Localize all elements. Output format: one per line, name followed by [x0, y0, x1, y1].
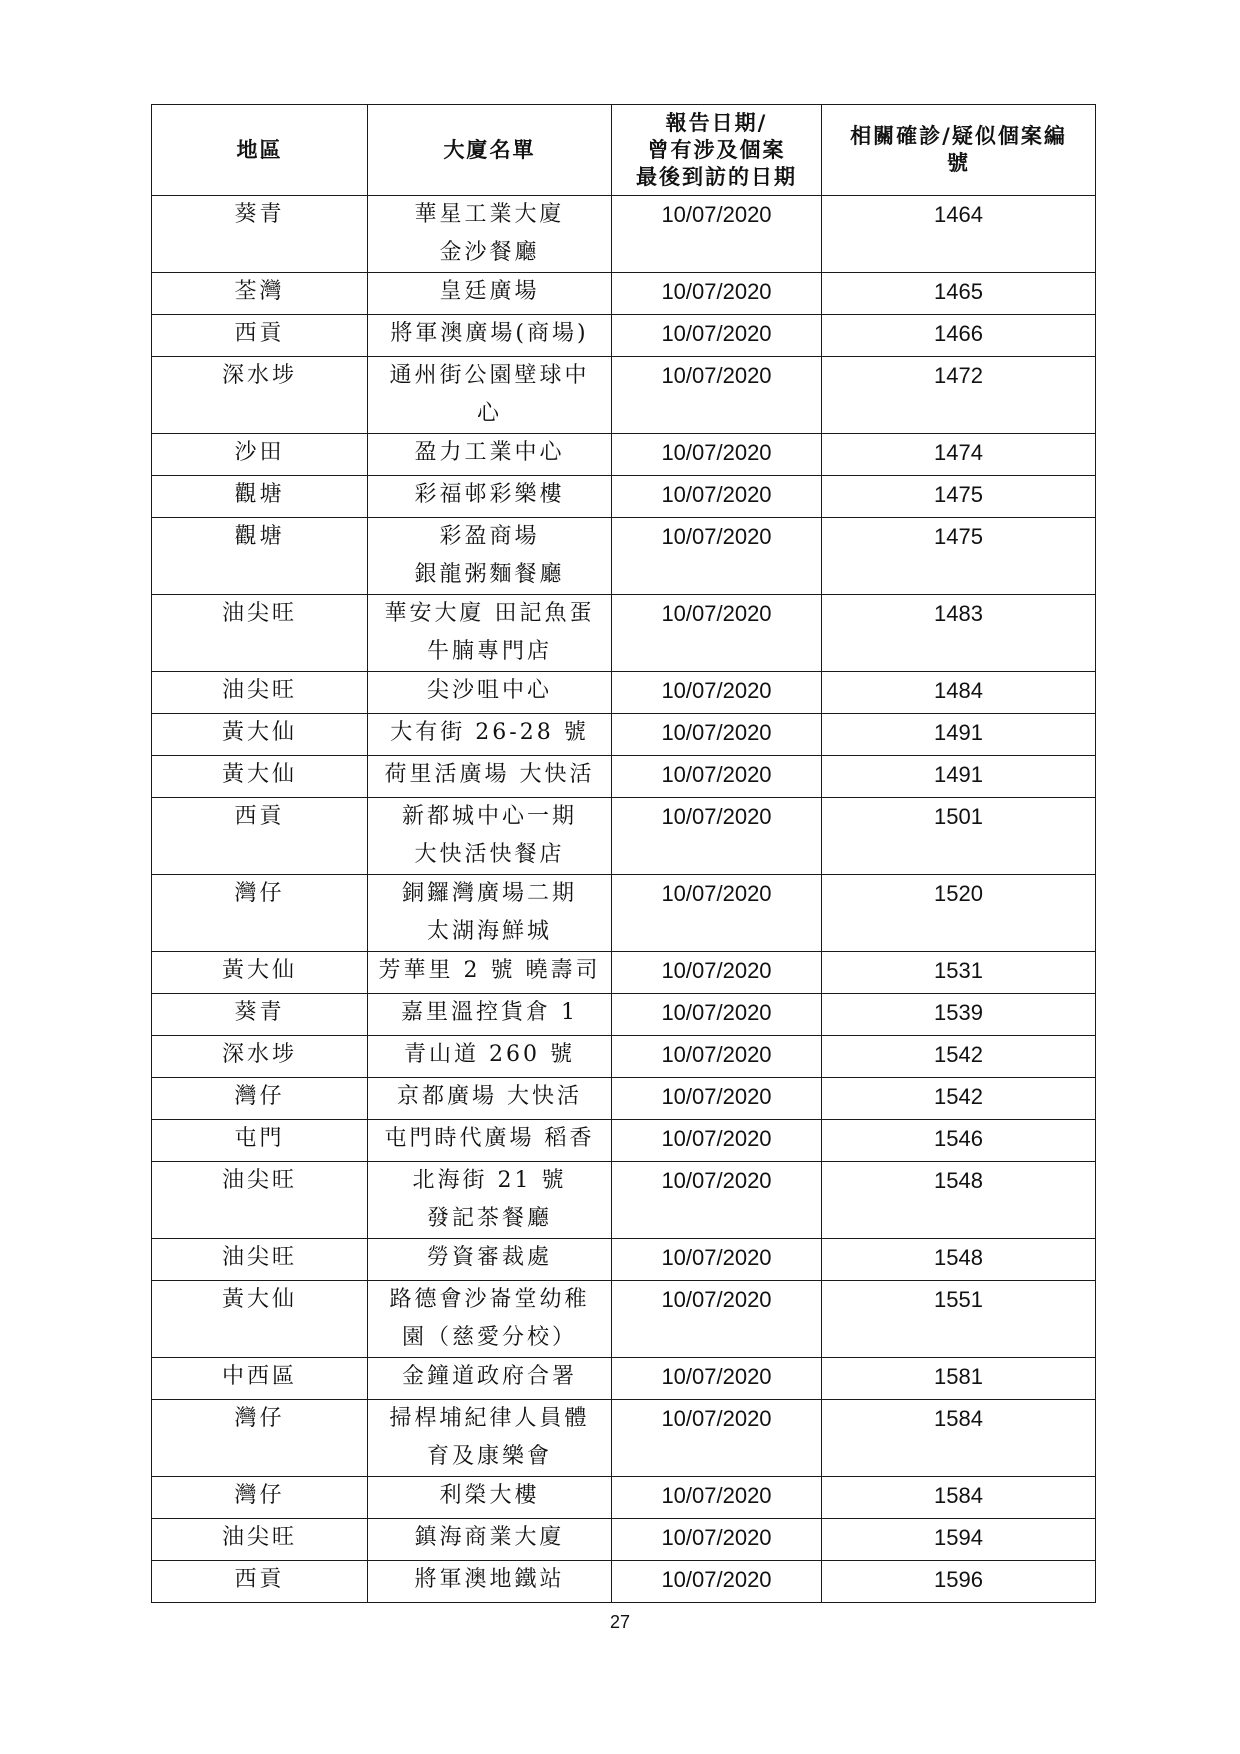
case-number-cell: 1491: [822, 714, 1096, 756]
building-name-line: 皇廷廣場: [439, 279, 540, 304]
district-cell: 黃大仙: [152, 1281, 368, 1358]
date-cell: 10/07/2020: [612, 1162, 822, 1239]
table-row: [152, 994, 1096, 1036]
date-cell: 10/07/2020: [612, 1358, 822, 1400]
building-cell: [368, 1239, 612, 1281]
building-cell: [368, 1358, 612, 1400]
building-name-line: 牛腩專門店: [426, 639, 552, 664]
building-name-line: 金鐘道政府合署: [401, 1364, 577, 1389]
case-number-cell: 1548: [822, 1239, 1096, 1281]
date-cell: 10/07/2020: [612, 994, 822, 1036]
case-number-cell: 1465: [822, 273, 1096, 315]
district-cell: 油尖旺: [152, 672, 368, 714]
table-row: [152, 273, 1096, 315]
case-number-cell: 1484: [822, 672, 1096, 714]
table-row: [152, 798, 1096, 875]
building-cell: [368, 875, 612, 952]
building-name-line: 鎮海商業大廈: [414, 1525, 565, 1550]
building-cell: [368, 1120, 612, 1162]
district-cell: 荃灣: [152, 273, 368, 315]
header-district: 地區: [152, 105, 368, 196]
case-number-cell: 1491: [822, 756, 1096, 798]
district-cell: 觀塘: [152, 476, 368, 518]
district-cell: 屯門: [152, 1120, 368, 1162]
building-name-line: 路德會沙崙堂幼稚: [389, 1287, 590, 1312]
header-case: [822, 105, 1096, 196]
table-row: [152, 714, 1096, 756]
table-row: [152, 1477, 1096, 1519]
district-cell: 黃大仙: [152, 952, 368, 994]
district-cell: 西貢: [152, 1561, 368, 1603]
district-cell: 西貢: [152, 315, 368, 357]
building-cell: [368, 756, 612, 798]
building-name-line: 園（慈愛分校）: [401, 1325, 577, 1350]
case-number-cell: 1584: [822, 1477, 1096, 1519]
building-cell: [368, 273, 612, 315]
building-cell: [368, 1519, 612, 1561]
header-case-line: 相關確診/疑似個案編: [850, 124, 1067, 148]
building-cell: [368, 315, 612, 357]
table-row: [152, 518, 1096, 595]
building-name-line: 嘉里溫控貨倉 1: [401, 1000, 578, 1025]
district-cell: 黃大仙: [152, 756, 368, 798]
building-name-line: 銅鑼灣廣場二期: [401, 881, 577, 906]
building-cell: [368, 1400, 612, 1477]
table-row: [152, 672, 1096, 714]
header-date: [612, 105, 822, 196]
building-name-line: 勞資審裁處: [426, 1245, 552, 1270]
building-cell: [368, 1078, 612, 1120]
case-number-cell: 1551: [822, 1281, 1096, 1358]
header-date-line: 曾有涉及個案: [647, 137, 786, 162]
date-cell: 10/07/2020: [612, 756, 822, 798]
building-cell: [368, 1561, 612, 1603]
date-cell: 10/07/2020: [612, 357, 822, 434]
case-number-cell: 1466: [822, 315, 1096, 357]
building-cell: [368, 714, 612, 756]
date-cell: 10/07/2020: [612, 1561, 822, 1603]
building-name-line: 荷里活廣場 大快活: [384, 762, 595, 787]
district-cell: 西貢: [152, 798, 368, 875]
date-cell: 10/07/2020: [612, 1036, 822, 1078]
header-building: 大廈名單: [368, 105, 612, 196]
date-cell: 10/07/2020: [612, 1120, 822, 1162]
case-number-cell: 1501: [822, 798, 1096, 875]
case-number-cell: 1584: [822, 1400, 1096, 1477]
table-row: [152, 1519, 1096, 1561]
building-name-line: 通州街公園壁球中: [389, 363, 590, 388]
date-cell: 10/07/2020: [612, 1078, 822, 1120]
building-list-table: [151, 104, 1096, 1603]
district-cell: 沙田: [152, 434, 368, 476]
date-cell: 10/07/2020: [612, 476, 822, 518]
header-date-line: 最後到訪的日期: [636, 164, 797, 189]
date-cell: 10/07/2020: [612, 1281, 822, 1358]
table-row: [152, 357, 1096, 434]
building-cell: [368, 1477, 612, 1519]
building-cell: [368, 1036, 612, 1078]
case-number-cell: 1546: [822, 1120, 1096, 1162]
date-cell: 10/07/2020: [612, 273, 822, 315]
building-cell: [368, 798, 612, 875]
date-cell: 10/07/2020: [612, 875, 822, 952]
building-name-line: 彩福邨彩樂樓: [414, 482, 565, 507]
building-name-line: 華安大廈 田記魚蛋: [384, 601, 595, 626]
building-name-line: 發記茶餐廳: [426, 1206, 552, 1231]
district-cell: 黃大仙: [152, 714, 368, 756]
district-cell: 油尖旺: [152, 1239, 368, 1281]
building-name-line: 心: [476, 401, 502, 426]
building-cell: [368, 672, 612, 714]
date-cell: 10/07/2020: [612, 1519, 822, 1561]
district-cell: 灣仔: [152, 1078, 368, 1120]
table-row: [152, 952, 1096, 994]
case-number-cell: 1539: [822, 994, 1096, 1036]
district-cell: 灣仔: [152, 1477, 368, 1519]
building-name-line: 大有街 26-28 號: [390, 720, 589, 745]
building-cell: [368, 952, 612, 994]
building-name-line: 京都廣場 大快活: [397, 1084, 582, 1109]
building-name-line: 將軍澳地鐵站: [414, 1567, 565, 1592]
building-name-line: 育及康樂會: [426, 1444, 552, 1469]
case-number-cell: 1464: [822, 196, 1096, 273]
case-number-cell: 1596: [822, 1561, 1096, 1603]
case-number-cell: 1475: [822, 518, 1096, 595]
table-body: [152, 196, 1096, 1603]
case-number-cell: 1475: [822, 476, 1096, 518]
date-cell: 10/07/2020: [612, 595, 822, 672]
date-cell: 10/07/2020: [612, 518, 822, 595]
table-row: [152, 434, 1096, 476]
date-cell: 10/07/2020: [612, 714, 822, 756]
case-number-cell: 1474: [822, 434, 1096, 476]
building-cell: [368, 357, 612, 434]
district-cell: 觀塘: [152, 518, 368, 595]
case-number-cell: 1581: [822, 1358, 1096, 1400]
building-name-line: 青山道 260 號: [404, 1042, 575, 1067]
building-name-line: 利榮大樓: [439, 1483, 540, 1508]
header-case-line: 號: [947, 151, 970, 175]
district-cell: 灣仔: [152, 1400, 368, 1477]
building-cell: [368, 994, 612, 1036]
district-cell: 中西區: [152, 1358, 368, 1400]
building-name-line: 屯門時代廣場 稻香: [384, 1126, 595, 1151]
building-cell: [368, 1281, 612, 1358]
district-cell: 油尖旺: [152, 595, 368, 672]
page-number: 27: [609, 1612, 631, 1632]
district-cell: 深水埗: [152, 357, 368, 434]
case-number-cell: 1531: [822, 952, 1096, 994]
date-cell: 10/07/2020: [612, 952, 822, 994]
date-cell: 10/07/2020: [612, 1400, 822, 1477]
building-cell: [368, 476, 612, 518]
date-cell: 10/07/2020: [612, 315, 822, 357]
date-cell: 10/07/2020: [612, 434, 822, 476]
building-name-line: 芳華里 2 號 曉壽司: [378, 958, 601, 983]
building-cell: [368, 595, 612, 672]
table-row: [152, 1358, 1096, 1400]
district-cell: 葵青: [152, 994, 368, 1036]
date-cell: 10/07/2020: [612, 196, 822, 273]
building-cell: [368, 434, 612, 476]
district-cell: 油尖旺: [152, 1519, 368, 1561]
table-row: [152, 1162, 1096, 1239]
building-name-line: 金沙餐廳: [439, 240, 540, 265]
case-number-cell: 1472: [822, 357, 1096, 434]
building-cell: [368, 196, 612, 273]
table-row: [152, 1078, 1096, 1120]
building-name-line: 銀龍粥麵餐廳: [414, 562, 565, 587]
table-row: [152, 1561, 1096, 1603]
table-row: [152, 1120, 1096, 1162]
case-number-cell: 1542: [822, 1036, 1096, 1078]
building-name-line: 新都城中心一期: [401, 804, 577, 829]
case-number-cell: 1594: [822, 1519, 1096, 1561]
case-number-cell: 1483: [822, 595, 1096, 672]
table-row: [152, 476, 1096, 518]
table-row: [152, 595, 1096, 672]
date-cell: 10/07/2020: [612, 798, 822, 875]
district-cell: 灣仔: [152, 875, 368, 952]
case-number-cell: 1520: [822, 875, 1096, 952]
building-name-line: 掃桿埔紀律人員體: [389, 1406, 590, 1431]
building-cell: [368, 518, 612, 595]
table-row: [152, 875, 1096, 952]
building-name-line: 華星工業大廈: [414, 202, 565, 227]
building-name-line: 將軍澳廣場(商場): [390, 321, 589, 346]
header-date-line: 報告日期/: [665, 110, 768, 135]
building-name-line: 大快活快餐店: [414, 842, 565, 867]
building-name-line: 北海街 21 號: [412, 1168, 567, 1193]
building-name-line: 太湖海鮮城: [426, 919, 552, 944]
district-cell: 深水埗: [152, 1036, 368, 1078]
building-name-line: 彩盈商場: [439, 524, 540, 549]
district-cell: 油尖旺: [152, 1162, 368, 1239]
table-row: [152, 1281, 1096, 1358]
building-cell: [368, 1162, 612, 1239]
table-row: [152, 756, 1096, 798]
case-number-cell: 1548: [822, 1162, 1096, 1239]
table-row: [152, 315, 1096, 357]
table-header-row: [152, 105, 1096, 196]
table-row: [152, 1239, 1096, 1281]
date-cell: 10/07/2020: [612, 672, 822, 714]
table-row: [152, 1400, 1096, 1477]
building-name-line: 尖沙咀中心: [426, 678, 552, 703]
district-cell: 葵青: [152, 196, 368, 273]
building-name-line: 盈力工業中心: [414, 440, 565, 465]
case-number-cell: 1542: [822, 1078, 1096, 1120]
date-cell: 10/07/2020: [612, 1239, 822, 1281]
date-cell: 10/07/2020: [612, 1477, 822, 1519]
table-row: [152, 1036, 1096, 1078]
table-row: [152, 196, 1096, 273]
